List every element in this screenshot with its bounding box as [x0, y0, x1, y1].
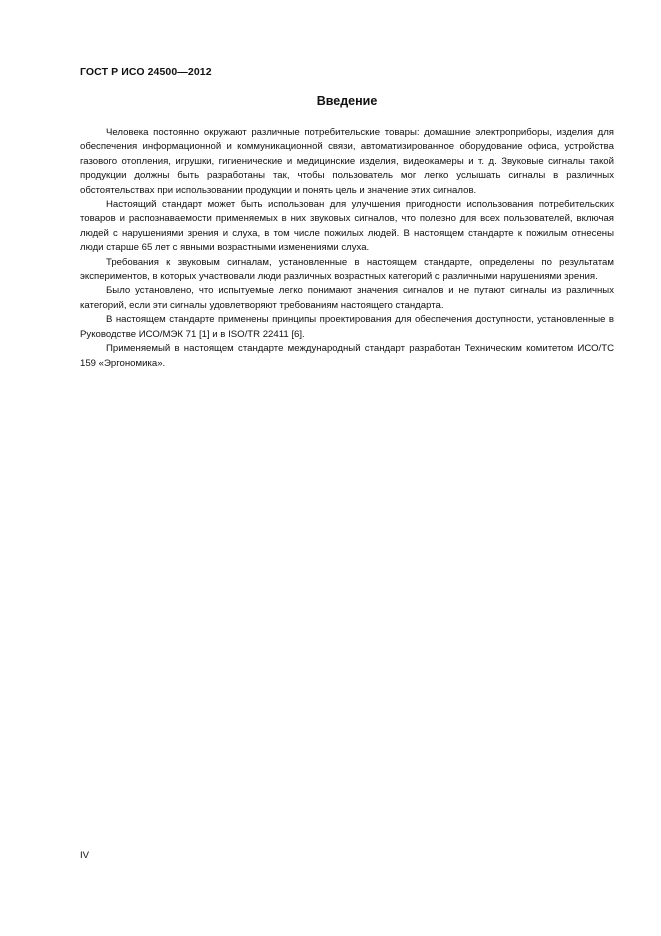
- document-header: ГОСТ Р ИСО 24500—2012: [80, 66, 212, 78]
- paragraph-5: В настоящем стандарте применены принципы проектирования для обеспечения доступности, установленные в Руководстве ИСО/МЭК 71 [1] и в ISO/TR 22411 [6].: [80, 314, 614, 340]
- introduction-body: [80, 126, 614, 371]
- paragraph-2: Настоящий стандарт может быть использован для улучшения пригодности использования потребительских товаров и распознаваемости применяемых в них звуковых сигналов, что полезно для всех пользователей, включая людей с нарушениями зрения и слуха, в том числе пожилых людей. В настоящем стандарте к пожилым отнесены люди старше 65 лет с явными возрастными изменениями слуха.: [80, 199, 614, 254]
- page-number: IV: [80, 850, 90, 861]
- paragraph-1: Человека постоянно окружают различные потребительские товары: домашние электроприборы, изделия для обеспечения информационной и коммуникационной связи, автоматизированное оборудование офиса, устройства газового отопления, игрушки, гигиенические и медицинские изделия, видеокамеры и т. д. Звуковые сигналы такой продукции должны быть разработаны так, чтобы пользователь мог легко услышать сигналы в различных обстоятельствах при использовании продукции и понять цель и значение этих сигналов.: [80, 127, 614, 196]
- paragraph-4: Было установлено, что испытуемые легко понимают значения сигналов и не путают сигналы из различных категорий, если эти сигналы удовлетворяют требованиям настоящего стандарта.: [80, 285, 614, 311]
- paragraph-6: Применяемый в настоящем стандарте международный стандарт разработан Техническим комитетом ИСО/ТС 159 «Эргономика».: [80, 343, 614, 369]
- paragraph-3: Требования к звуковым сигналам, установленные в настоящем стандарте, определены по результатам экспериментов, в которых участвовали люди различных возрастных категорий с различными нарушениями зрения.: [80, 256, 614, 283]
- section-title: Введение: [316, 94, 378, 108]
